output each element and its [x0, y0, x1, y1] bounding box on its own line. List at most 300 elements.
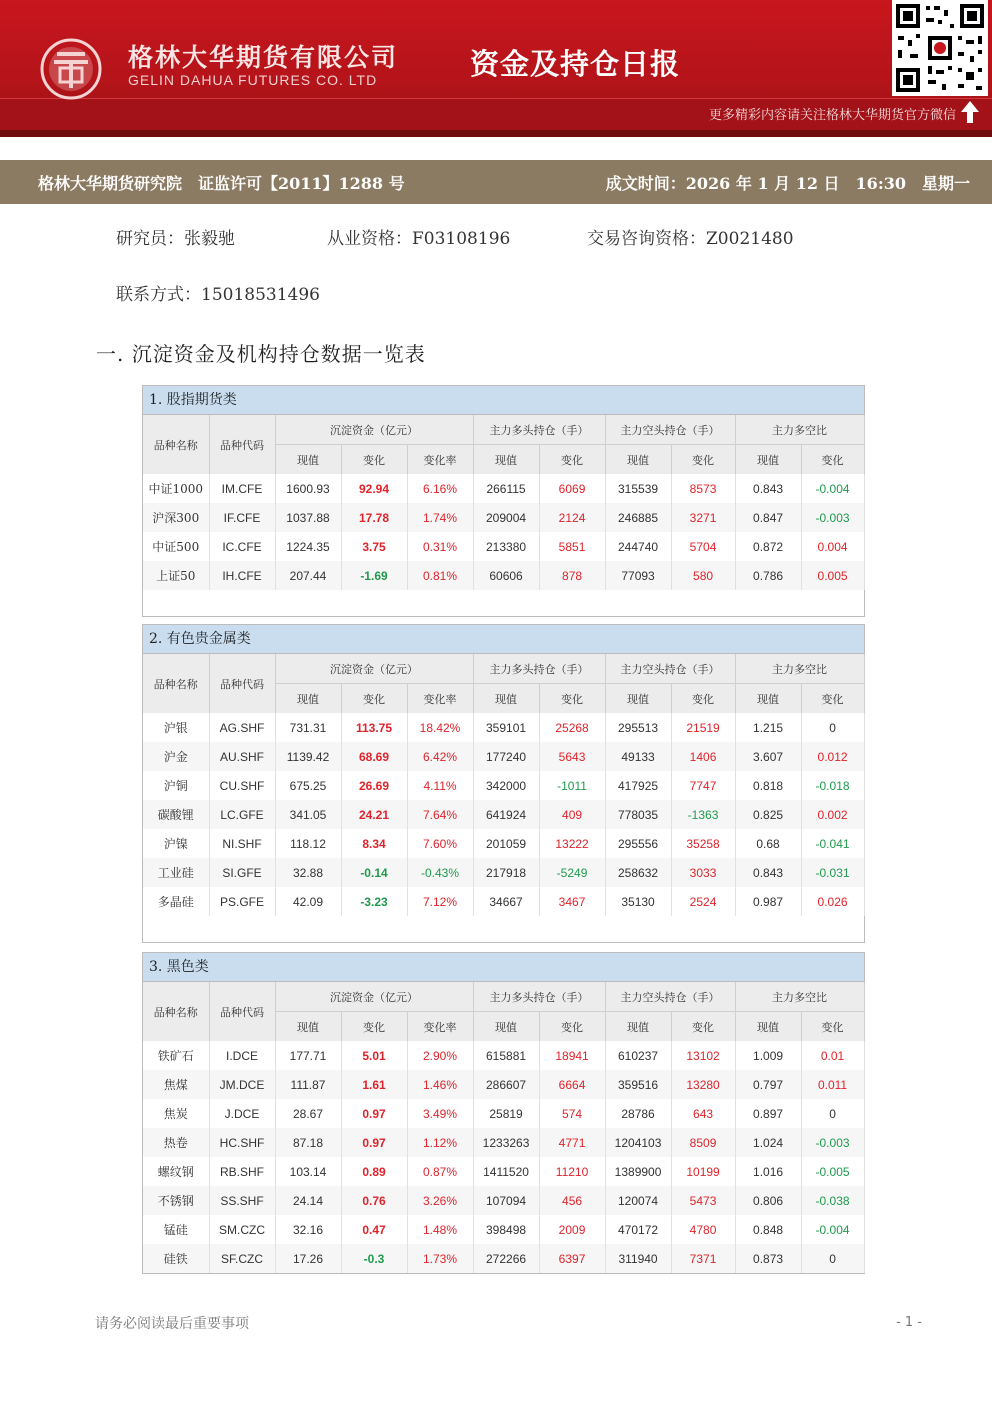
variety-name: 上证50	[143, 561, 209, 590]
long-current: 359101	[473, 713, 539, 742]
fund-current: 1224.35	[275, 532, 341, 561]
long-current: 213380	[473, 532, 539, 561]
short-current: 35130	[605, 887, 671, 916]
section-title: 一. 沉淀资金及机构持仓数据一览表	[96, 342, 426, 366]
variety-name: 沪金	[143, 742, 209, 771]
short-change: 2524	[671, 887, 735, 916]
ratio-current: 0.806	[735, 1186, 801, 1215]
ratio-change: -0.003	[801, 1128, 864, 1157]
ratio-current: 0.873	[735, 1244, 801, 1273]
practice-qualification: 从业资格：F03108196	[327, 229, 511, 249]
fund-change-rate: 1.74%	[407, 503, 473, 532]
table-row	[143, 771, 864, 800]
header-ratio-group: 主力多空比	[735, 654, 864, 684]
variety-name: 沪银	[143, 713, 209, 742]
short-current: 28786	[605, 1099, 671, 1128]
fund-change: 0.89	[341, 1157, 407, 1186]
short-change: 7747	[671, 771, 735, 800]
fund-change-rate: 4.11%	[407, 771, 473, 800]
long-change: 6397	[539, 1244, 605, 1273]
ratio-current: 0.68	[735, 829, 801, 858]
variety-code: JM.DCE	[209, 1070, 275, 1099]
header-short-change: 变化	[671, 684, 735, 714]
long-change: 13222	[539, 829, 605, 858]
ratio-change: 0	[801, 1099, 864, 1128]
fund-change: 0.97	[341, 1099, 407, 1128]
header-fund-change: 变化	[341, 1012, 407, 1042]
short-change: 13280	[671, 1070, 735, 1099]
long-current: 286607	[473, 1070, 539, 1099]
header-long-change: 变化	[539, 1012, 605, 1042]
table-row	[143, 532, 864, 561]
short-current: 77093	[605, 561, 671, 590]
header-long-current: 现值	[473, 1012, 539, 1042]
long-current: 217918	[473, 858, 539, 887]
fund-change-rate: 2.90%	[407, 1041, 473, 1070]
variety-code: NI.SHF	[209, 829, 275, 858]
header-ratio-current: 现值	[735, 684, 801, 714]
long-current: 25819	[473, 1099, 539, 1128]
long-change: 4771	[539, 1128, 605, 1157]
short-current: 120074	[605, 1186, 671, 1215]
table-row	[143, 829, 864, 858]
long-current: 209004	[473, 503, 539, 532]
ratio-current: 0.872	[735, 532, 801, 561]
short-current: 295513	[605, 713, 671, 742]
long-change: 11210	[539, 1157, 605, 1186]
ratio-current: 1.016	[735, 1157, 801, 1186]
table-row	[143, 742, 864, 771]
header-ratio-change: 变化	[801, 684, 864, 714]
variety-name: 焦煤	[143, 1070, 209, 1099]
fund-change: 3.75	[341, 532, 407, 561]
header-fund-change-rate: 变化率	[407, 1012, 473, 1042]
ratio-current: 0.797	[735, 1070, 801, 1099]
header-fund-current: 现值	[275, 684, 341, 714]
variety-code: RB.SHF	[209, 1157, 275, 1186]
short-current: 49133	[605, 742, 671, 771]
ratio-current: 0.825	[735, 800, 801, 829]
variety-name: 中证500	[143, 532, 209, 561]
fund-current: 1139.42	[275, 742, 341, 771]
header-long-group: 主力多头持仓（手）	[473, 982, 605, 1012]
fund-change-rate: 1.48%	[407, 1215, 473, 1244]
short-change: 5704	[671, 532, 735, 561]
variety-code: SF.CZC	[209, 1244, 275, 1273]
variety-name: 硅铁	[143, 1244, 209, 1273]
long-current: 201059	[473, 829, 539, 858]
data-table	[142, 624, 865, 943]
table-caption: 3. 黑色类	[143, 953, 864, 982]
fund-change-rate: -0.43%	[407, 858, 473, 887]
fund-current: 731.31	[275, 713, 341, 742]
fund-change-rate: 0.31%	[407, 532, 473, 561]
variety-name: 热卷	[143, 1128, 209, 1157]
consult-qualification: 交易咨询资格：Z0021480	[587, 229, 794, 249]
header-long-change: 变化	[539, 445, 605, 475]
table-caption: 2. 有色贵金属类	[143, 625, 864, 654]
fund-current: 111.87	[275, 1070, 341, 1099]
short-change: 4780	[671, 1215, 735, 1244]
ratio-current: 0.987	[735, 887, 801, 916]
short-current: 315539	[605, 474, 671, 503]
short-change: 5473	[671, 1186, 735, 1215]
variety-name: 锰硅	[143, 1215, 209, 1244]
header-short-group: 主力空头持仓（手）	[605, 415, 735, 445]
header-fund-group: 沉淀资金（亿元）	[275, 415, 473, 445]
short-change: 3271	[671, 503, 735, 532]
fund-change: 1.61	[341, 1070, 407, 1099]
variety-name: 沪镍	[143, 829, 209, 858]
short-change: 3033	[671, 858, 735, 887]
ratio-change: -0.004	[801, 474, 864, 503]
brand-name-cn: 格林大华期货有限公司	[128, 43, 399, 72]
long-current: 641924	[473, 800, 539, 829]
variety-name: 铁矿石	[143, 1041, 209, 1070]
fund-change-rate: 3.49%	[407, 1099, 473, 1128]
table-row	[143, 1215, 864, 1244]
fund-change: 0.76	[341, 1186, 407, 1215]
fund-change: 24.21	[341, 800, 407, 829]
header-ratio-group: 主力多空比	[735, 415, 864, 445]
fund-current: 87.18	[275, 1128, 341, 1157]
header-fund-change-rate: 变化率	[407, 684, 473, 714]
header-variety-name: 品种名称	[143, 654, 209, 713]
short-change: -1363	[671, 800, 735, 829]
long-change: 5851	[539, 532, 605, 561]
ratio-change: -0.005	[801, 1157, 864, 1186]
ratio-change: -0.004	[801, 1215, 864, 1244]
table-row	[143, 1099, 864, 1128]
ratio-change: 0.004	[801, 532, 864, 561]
table-spacer	[143, 916, 864, 942]
short-current: 359516	[605, 1070, 671, 1099]
variety-name: 沪铜	[143, 771, 209, 800]
short-current: 1389900	[605, 1157, 671, 1186]
header-long-current: 现值	[473, 445, 539, 475]
table-caption: 1. 股指期货类	[143, 386, 864, 415]
fund-change: 68.69	[341, 742, 407, 771]
variety-name: 焦炭	[143, 1099, 209, 1128]
header-ratio-current: 现值	[735, 1012, 801, 1042]
long-change: 574	[539, 1099, 605, 1128]
long-change: 25268	[539, 713, 605, 742]
fund-change: -1.69	[341, 561, 407, 590]
variety-name: 不锈钢	[143, 1186, 209, 1215]
variety-code: AU.SHF	[209, 742, 275, 771]
header-ratio-group: 主力多空比	[735, 982, 864, 1012]
header-variety-name: 品种名称	[143, 982, 209, 1041]
brand-name-en: GELIN DAHUA FUTURES CO. LTD	[128, 72, 378, 88]
fund-change-rate: 1.46%	[407, 1070, 473, 1099]
long-current: 342000	[473, 771, 539, 800]
header-long-group: 主力多头持仓（手）	[473, 415, 605, 445]
header-fund-current: 现值	[275, 445, 341, 475]
long-change: 2009	[539, 1215, 605, 1244]
long-change: -5249	[539, 858, 605, 887]
variety-code: LC.GFE	[209, 800, 275, 829]
long-change: 5643	[539, 742, 605, 771]
short-current: 778035	[605, 800, 671, 829]
long-change: 456	[539, 1186, 605, 1215]
table-row	[143, 1244, 864, 1273]
fund-current: 17.26	[275, 1244, 341, 1273]
fund-change: 113.75	[341, 713, 407, 742]
table-spacer	[143, 590, 864, 616]
ratio-change: 0	[801, 713, 864, 742]
long-change: 6069	[539, 474, 605, 503]
ratio-change: 0.011	[801, 1070, 864, 1099]
table-row	[143, 800, 864, 829]
header-ratio-change: 变化	[801, 445, 864, 475]
ratio-current: 0.786	[735, 561, 801, 590]
short-current: 295556	[605, 829, 671, 858]
header-fund-change: 变化	[341, 684, 407, 714]
fund-change-rate: 1.12%	[407, 1128, 473, 1157]
fund-change-rate: 0.87%	[407, 1157, 473, 1186]
up-arrow-icon	[960, 100, 980, 124]
header-variety-name: 品种名称	[143, 415, 209, 474]
ratio-change: 0.002	[801, 800, 864, 829]
header-short-group: 主力空头持仓（手）	[605, 982, 735, 1012]
variety-code: IM.CFE	[209, 474, 275, 503]
fund-current: 118.12	[275, 829, 341, 858]
long-current: 272266	[473, 1244, 539, 1273]
variety-code: AG.SHF	[209, 713, 275, 742]
table-row	[143, 474, 864, 503]
short-current: 1204103	[605, 1128, 671, 1157]
ratio-change: 0.005	[801, 561, 864, 590]
contact-info: 联系方式：15018531496	[116, 285, 320, 305]
ratio-change: 0	[801, 1244, 864, 1273]
short-change: 1406	[671, 742, 735, 771]
ratio-current: 1.009	[735, 1041, 801, 1070]
fund-change-rate: 18.42%	[407, 713, 473, 742]
fund-change: -0.14	[341, 858, 407, 887]
footer-notice: 请务必阅读最后重要事项	[95, 1316, 249, 1332]
data-table	[142, 385, 865, 617]
short-change: 580	[671, 561, 735, 590]
short-change: 8573	[671, 474, 735, 503]
long-current: 266115	[473, 474, 539, 503]
variety-code: SS.SHF	[209, 1186, 275, 1215]
institute-license: 格林大华期货研究院 证监许可【2011】1288 号	[38, 174, 405, 193]
header-stripe-bottom	[0, 130, 992, 137]
ratio-current: 0.897	[735, 1099, 801, 1128]
variety-code: HC.SHF	[209, 1128, 275, 1157]
table-row	[143, 1128, 864, 1157]
fund-change-rate: 6.16%	[407, 474, 473, 503]
ratio-current: 1.215	[735, 713, 801, 742]
fund-change: 92.94	[341, 474, 407, 503]
variety-code: PS.GFE	[209, 887, 275, 916]
ratio-change: -0.031	[801, 858, 864, 887]
qr-code-icon[interactable]	[892, 0, 988, 96]
variety-name: 沪深300	[143, 503, 209, 532]
researcher: 研究员：张毅驰	[116, 229, 235, 249]
fund-current: 207.44	[275, 561, 341, 590]
variety-code: I.DCE	[209, 1041, 275, 1070]
header-long-change: 变化	[539, 684, 605, 714]
ratio-current: 0.843	[735, 474, 801, 503]
table-row	[143, 561, 864, 590]
variety-code: IC.CFE	[209, 532, 275, 561]
ratio-change: -0.041	[801, 829, 864, 858]
fund-change-rate: 3.26%	[407, 1186, 473, 1215]
fund-change: 17.78	[341, 503, 407, 532]
header-fund-group: 沉淀资金（亿元）	[275, 982, 473, 1012]
fund-change: 8.34	[341, 829, 407, 858]
variety-code: IH.CFE	[209, 561, 275, 590]
long-current: 60606	[473, 561, 539, 590]
header-fund-change: 变化	[341, 445, 407, 475]
variety-code: SI.GFE	[209, 858, 275, 887]
variety-name: 工业硅	[143, 858, 209, 887]
header-ratio-change: 变化	[801, 1012, 864, 1042]
ratio-current: 3.607	[735, 742, 801, 771]
header-fund-change-rate: 变化率	[407, 445, 473, 475]
fund-current: 32.16	[275, 1215, 341, 1244]
short-change: 8509	[671, 1128, 735, 1157]
fund-change: -3.23	[341, 887, 407, 916]
short-current: 311940	[605, 1244, 671, 1273]
long-change: 878	[539, 561, 605, 590]
long-change: 6664	[539, 1070, 605, 1099]
ratio-change: -0.038	[801, 1186, 864, 1215]
variety-code: IF.CFE	[209, 503, 275, 532]
fund-change-rate: 0.81%	[407, 561, 473, 590]
fund-change-rate: 7.12%	[407, 887, 473, 916]
long-current: 1233263	[473, 1128, 539, 1157]
report-datetime: 成文时间：2026 年 1 月 12 日 16:30 星期一	[605, 174, 970, 193]
table-row	[143, 858, 864, 887]
header-short-current: 现值	[605, 445, 671, 475]
short-change: 10199	[671, 1157, 735, 1186]
long-change: 2124	[539, 503, 605, 532]
wechat-slogan: 更多精彩内容请关注格林大华期货官方微信	[708, 108, 956, 123]
long-change: 18941	[539, 1041, 605, 1070]
table-row	[143, 1041, 864, 1070]
ratio-change: 0.012	[801, 742, 864, 771]
ratio-current: 0.818	[735, 771, 801, 800]
ratio-current: 1.024	[735, 1128, 801, 1157]
ratio-current: 0.847	[735, 503, 801, 532]
ratio-change: 0.01	[801, 1041, 864, 1070]
header-short-change: 变化	[671, 445, 735, 475]
fund-change: 5.01	[341, 1041, 407, 1070]
long-current: 615881	[473, 1041, 539, 1070]
header-short-current: 现值	[605, 1012, 671, 1042]
fund-change: 0.97	[341, 1128, 407, 1157]
variety-code: J.DCE	[209, 1099, 275, 1128]
variety-code: CU.SHF	[209, 771, 275, 800]
short-current: 470172	[605, 1215, 671, 1244]
header-variety-code: 品种代码	[209, 654, 275, 713]
fund-change: 0.47	[341, 1215, 407, 1244]
fund-change-rate: 7.60%	[407, 829, 473, 858]
variety-name: 多晶硅	[143, 887, 209, 916]
header-short-group: 主力空头持仓（手）	[605, 654, 735, 684]
long-current: 107094	[473, 1186, 539, 1215]
table-row	[143, 713, 864, 742]
short-current: 610237	[605, 1041, 671, 1070]
short-change: 21519	[671, 713, 735, 742]
header-long-group: 主力多头持仓（手）	[473, 654, 605, 684]
report-header	[0, 0, 992, 137]
fund-change-rate: 7.64%	[407, 800, 473, 829]
fund-current: 32.88	[275, 858, 341, 887]
short-change: 13102	[671, 1041, 735, 1070]
ratio-current: 0.848	[735, 1215, 801, 1244]
variety-name: 中证1000	[143, 474, 209, 503]
fund-current: 675.25	[275, 771, 341, 800]
header-fund-group: 沉淀资金（亿元）	[275, 654, 473, 684]
table-row	[143, 1070, 864, 1099]
ratio-current: 0.843	[735, 858, 801, 887]
fund-change-rate: 1.73%	[407, 1244, 473, 1273]
header-variety-code: 品种代码	[209, 982, 275, 1041]
header-long-current: 现值	[473, 684, 539, 714]
long-current: 398498	[473, 1215, 539, 1244]
fund-change-rate: 6.42%	[407, 742, 473, 771]
variety-code: SM.CZC	[209, 1215, 275, 1244]
fund-current: 42.09	[275, 887, 341, 916]
short-current: 417925	[605, 771, 671, 800]
variety-name: 螺纹钢	[143, 1157, 209, 1186]
long-current: 34667	[473, 887, 539, 916]
header-fund-current: 现值	[275, 1012, 341, 1042]
short-current: 246885	[605, 503, 671, 532]
fund-current: 177.71	[275, 1041, 341, 1070]
short-change: 7371	[671, 1244, 735, 1273]
table-row	[143, 1186, 864, 1215]
fund-current: 24.14	[275, 1186, 341, 1215]
header-ratio-current: 现值	[735, 445, 801, 475]
company-logo-icon	[40, 38, 102, 100]
long-change: 409	[539, 800, 605, 829]
fund-current: 103.14	[275, 1157, 341, 1186]
table-row	[143, 503, 864, 532]
short-current: 244740	[605, 532, 671, 561]
header-short-current: 现值	[605, 684, 671, 714]
short-change: 643	[671, 1099, 735, 1128]
short-change: 35258	[671, 829, 735, 858]
ratio-change: -0.003	[801, 503, 864, 532]
table-row	[143, 887, 864, 916]
info-bar	[0, 160, 992, 204]
data-table	[142, 952, 865, 1274]
long-change: -1011	[539, 771, 605, 800]
fund-current: 28.67	[275, 1099, 341, 1128]
variety-name: 碳酸锂	[143, 800, 209, 829]
fund-change: -0.3	[341, 1244, 407, 1273]
fund-current: 341.05	[275, 800, 341, 829]
fund-change: 26.69	[341, 771, 407, 800]
fund-current: 1600.93	[275, 474, 341, 503]
table-row	[143, 1157, 864, 1186]
long-current: 1411520	[473, 1157, 539, 1186]
header-short-change: 变化	[671, 1012, 735, 1042]
ratio-change: -0.018	[801, 771, 864, 800]
report-title: 资金及持仓日报	[470, 47, 681, 81]
fund-current: 1037.88	[275, 503, 341, 532]
long-change: 3467	[539, 887, 605, 916]
short-current: 258632	[605, 858, 671, 887]
header-variety-code: 品种代码	[209, 415, 275, 474]
ratio-change: 0.026	[801, 887, 864, 916]
long-current: 177240	[473, 742, 539, 771]
page-number: - 1 -	[896, 1315, 922, 1330]
